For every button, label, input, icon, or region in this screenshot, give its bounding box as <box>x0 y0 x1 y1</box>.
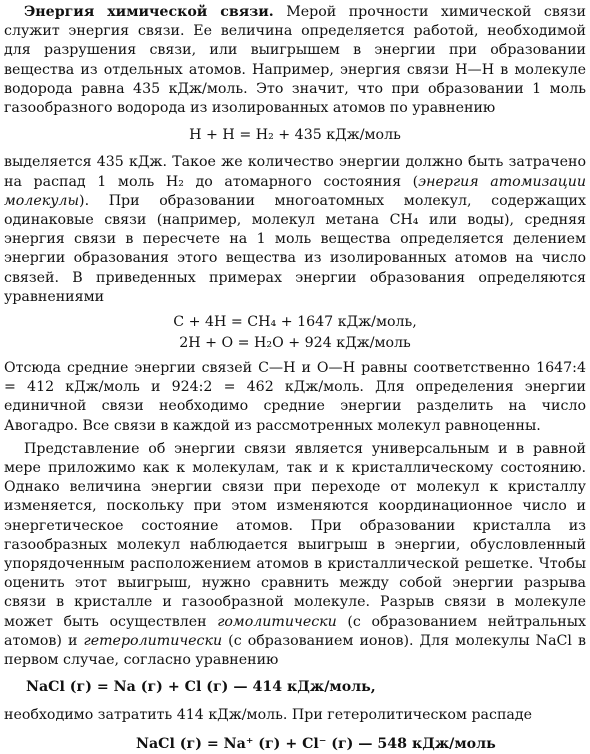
paragraph-average-energies: Отсюда средние энергии связей С—Н и О—Н равны соответственно 1647:4 = 412 кДж/моль и 924:2 = 462 кДж/моль. Для определения энергии единичной связи необходимо средние энергии разделить на число Авогадро. Все связи в каждой из рассмотренных молекул равноценны. <box>4 360 586 434</box>
equation-water: 2Н + О = Н₂О + 924 кДж/моль <box>179 335 411 352</box>
paragraph-text: (с образованием ионов). Для молекулы NaCl в первом случае, согласно уравнению <box>4 632 586 669</box>
equation-nacl-heterolytic: NaCl (г) = Na⁺ (г) + Cl⁻ (г) — 548 кДж/моль <box>136 735 496 752</box>
term-atomization-energy: энергия атомизации молекулы <box>4 173 586 209</box>
paragraph-atomization <box>4 153 586 307</box>
paragraph-crystal-state <box>4 440 586 670</box>
paragraph-text: выделяется 435 кДж. Такое же количество энергии должно быть затрачено на распад 1 моль Н₂ до атомарного состояния ( <box>4 154 586 190</box>
paragraph-text: Представление об энергии связи является универсальным и в равной мере приложимо как к молекулам, так и к кристаллическому состоянию. Однако величина энергии связи при переходе от молекул к кристаллу изменяется, поскольку при этом изменяются координационное число и энергетическое состояние атомов. При образовании кристалла из газообразных молекул наблюдается выигрыш в энергии, обусловленный упорядоченным расположением атомов в кристаллической решетке. Чтобы оценить этот выигрыш, нужно сравнить между собой энергии разрыва связи в кристалле и газообразной молекуле. Разрыв связи в молекуле может быть осуществлен <box>4 440 586 630</box>
term-heterolytic: гетеролитически <box>83 632 223 649</box>
paragraph-text: (с образованием нейтральных атомов) и <box>4 613 586 649</box>
paragraph-text: Мерой прочности химической связи служит энергия связи. Ее величина определяется работой, необходимой для разрушения связи, или выигрышем в энергии при образовании вещества из отдельных атомов. Например, энергия связи Н—Н в молекуле водорода равна 435 кДж/моль. Это значит, что при образовании 1 моль газообразного водорода из изолированных атомов по уравнению <box>4 4 587 117</box>
term-homolytic: гомолитически <box>217 613 337 630</box>
equation-nacl-homolytic: NaCl (г) = Na (г) + Cl (г) — 414 кДж/моль, <box>26 679 376 696</box>
paragraph-heterolytic: необходимо затратить 414 кДж/моль. При гетеролитическом распаде <box>4 706 532 723</box>
equation-methane: С + 4Н = СН₄ + 1647 кДж/моль, <box>173 314 417 331</box>
paragraph-text: ). При образовании многоатомных молекул, содержащих одинаковые связи (например, молекул метана СН₄ или воды), средняя энергия связи в пересчете на 1 моль вещества определяется делением энергии образования этого вещества из изолированных атомов на число связей. В приведенных примерах энергии образования определяются уравнениями <box>4 192 586 305</box>
section-heading: Энергия химической связи. <box>24 4 274 20</box>
equation-hydrogen: Н + Н = Н₂ + 435 кДж/моль <box>189 127 401 144</box>
paragraph-bond-energy-intro <box>4 3 586 118</box>
